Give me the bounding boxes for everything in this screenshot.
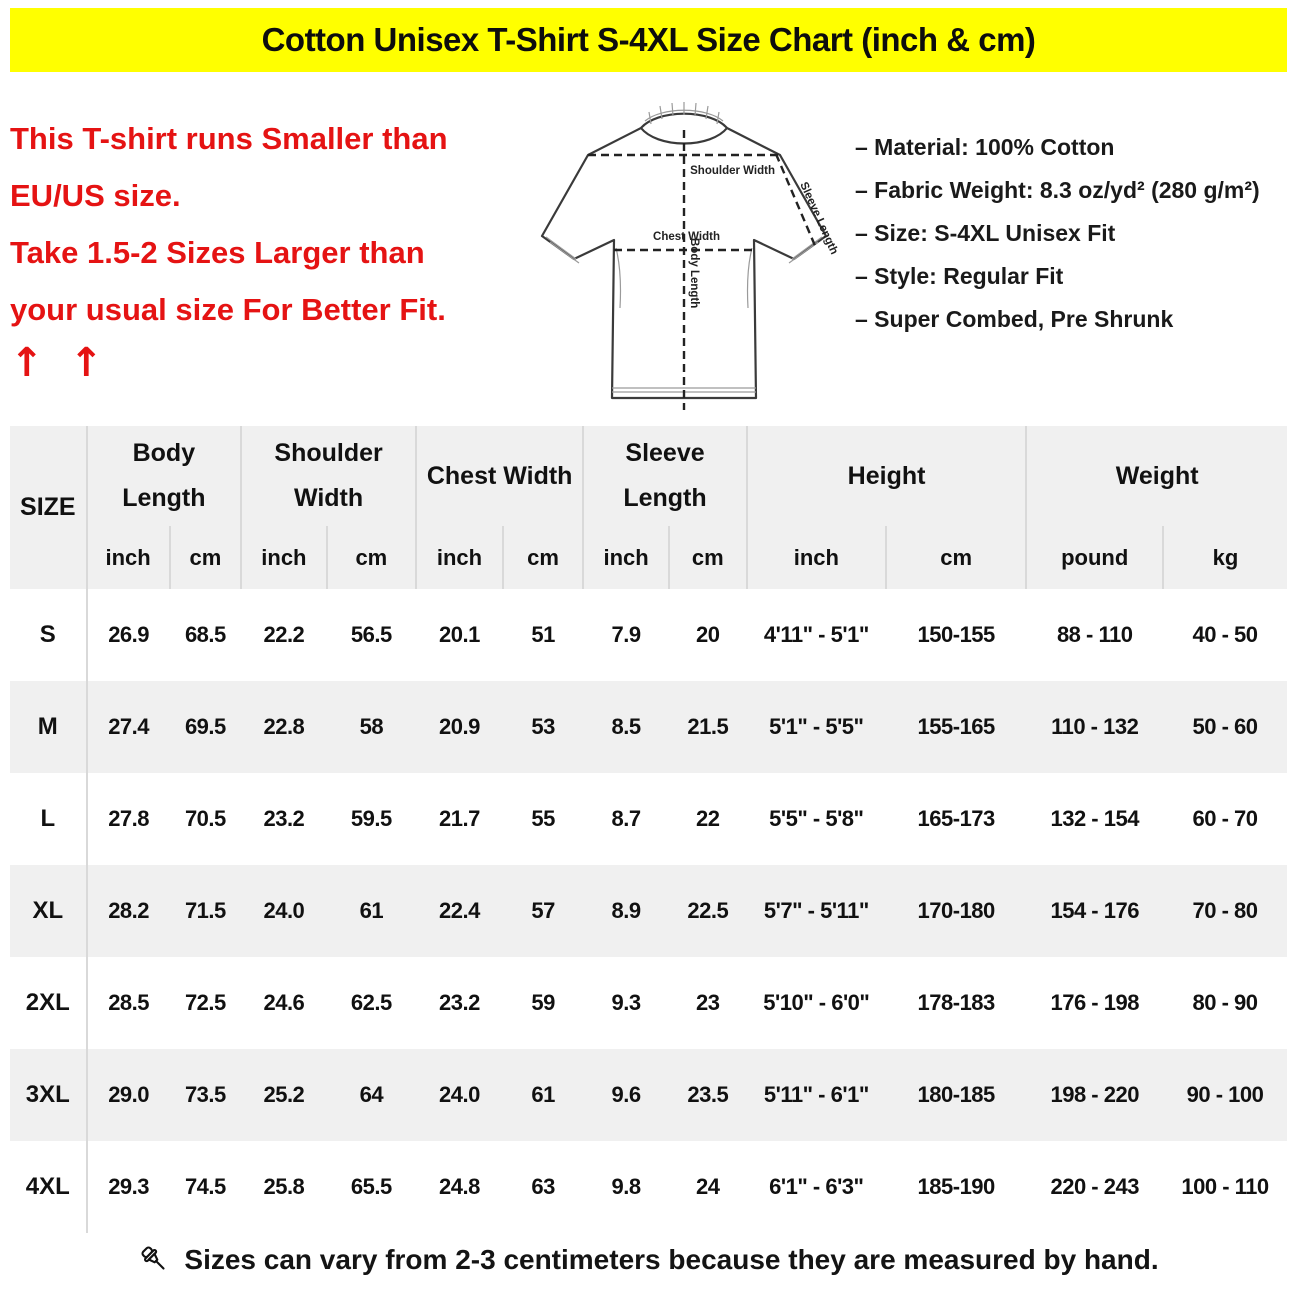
size-label: 3XL	[10, 1049, 87, 1141]
size-chart-table	[10, 426, 1287, 1233]
unit-header: inch	[87, 526, 170, 589]
spec-item: – Super Combed, Pre Shrunk	[855, 306, 1174, 332]
unit-header: inch	[416, 526, 503, 589]
chest-width-label: Chest Width	[653, 231, 720, 243]
spec-item: – Fabric Weight: 8.3 oz/yd² (280 g/m²)	[855, 177, 1260, 203]
unit-header: pound	[1026, 526, 1163, 589]
col-header-chest-width: Chest Width	[416, 426, 583, 526]
fit-notice-line: Take 1.5-2 Sizes Larger than	[10, 235, 425, 270]
unit-header: cm	[327, 526, 416, 589]
table-row-s: S 26.9 68.5 22.2 56.5 20.1 51 7.9 20 4'11" - 5'1" 150-155 88 - 110 40 - 50	[10, 589, 1287, 681]
top-section	[0, 88, 1297, 422]
size-label: XL	[10, 865, 87, 957]
spec-item: – Material: 100% Cotton	[855, 134, 1115, 160]
fit-notice	[10, 88, 515, 422]
product-specs	[855, 88, 1287, 422]
unit-header: cm	[669, 526, 747, 589]
size-label: M	[10, 681, 87, 773]
size-label: L	[10, 773, 87, 865]
table-row-m: M 27.4 69.5 22.8 58 20.9 53 8.5 21.5 5'1" - 5'5" 155-165 110 - 132 50 - 60	[10, 681, 1287, 773]
col-header-sleeve-length: Sleeve Length	[583, 426, 746, 526]
col-header-body-length: Body Length	[87, 426, 242, 526]
body-length-label: Body Length	[688, 238, 700, 309]
unit-header: inch	[583, 526, 669, 589]
size-label: 2XL	[10, 957, 87, 1049]
col-header-height: Height	[747, 426, 1027, 526]
table-row-3xl: 3XL 29.0 73.5 25.2 64 24.0 61 9.6 23.5 5'11" - 6'1" 180-185 198 - 220 90 - 100	[10, 1049, 1287, 1141]
title-banner	[10, 8, 1287, 72]
unit-header: cm	[503, 526, 583, 589]
fit-notice-line: EU/US size.	[10, 178, 181, 213]
unit-header: inch	[241, 526, 327, 589]
col-header-shoulder-width: Shoulder Width	[241, 426, 416, 526]
table-row-xl: XL 28.2 71.5 24.0 61 22.4 57 8.9 22.5 5'7" - 5'11" 170-180 154 - 176 70 - 80	[10, 865, 1287, 957]
tshirt-diagram	[524, 88, 846, 422]
up-arrows-icon: ↑ ↑	[10, 340, 109, 386]
fit-notice-line: This T-shirt runs Smaller than	[10, 121, 448, 156]
spec-item: – Size: S-4XL Unisex Fit	[855, 220, 1116, 246]
page-title: Cotton Unisex T-Shirt S-4XL Size Chart (inch & cm)	[261, 21, 1036, 58]
pushpin-icon	[138, 1243, 172, 1277]
footer-note-text: Sizes can vary from 2-3 centimeters because they are measured by hand.	[184, 1244, 1159, 1275]
spec-item: – Style: Regular Fit	[855, 263, 1064, 289]
tshirt-measurement-illustration	[524, 88, 846, 422]
unit-header: cm	[170, 526, 242, 589]
shoulder-width-label: Shoulder Width	[690, 165, 775, 177]
col-header-size: SIZE	[10, 426, 87, 589]
table-row-4xl: 4XL 29.3 74.5 25.8 65.5 24.8 63 9.8 24 6'1" - 6'3" 185-190 220 - 243 100 - 110	[10, 1141, 1287, 1233]
table-row-2xl: 2XL 28.5 72.5 24.6 62.5 23.2 59 9.3 23 5'10" - 6'0" 178-183 176 - 198 80 - 90	[10, 957, 1287, 1049]
unit-header: cm	[886, 526, 1026, 589]
footer-note	[0, 1243, 1297, 1277]
fit-notice-line: your usual size For Better Fit.	[10, 292, 446, 327]
size-label: S	[10, 589, 87, 681]
sleeve-length-label: Sleeve Length	[797, 180, 840, 257]
table-row-l: L 27.8 70.5 23.2 59.5 21.7 55 8.7 22 5'5" - 5'8" 165-173 132 - 154 60 - 70	[10, 773, 1287, 865]
unit-header: kg	[1163, 526, 1287, 589]
unit-header: inch	[747, 526, 886, 589]
size-label: 4XL	[10, 1141, 87, 1233]
col-header-weight: Weight	[1026, 426, 1287, 526]
